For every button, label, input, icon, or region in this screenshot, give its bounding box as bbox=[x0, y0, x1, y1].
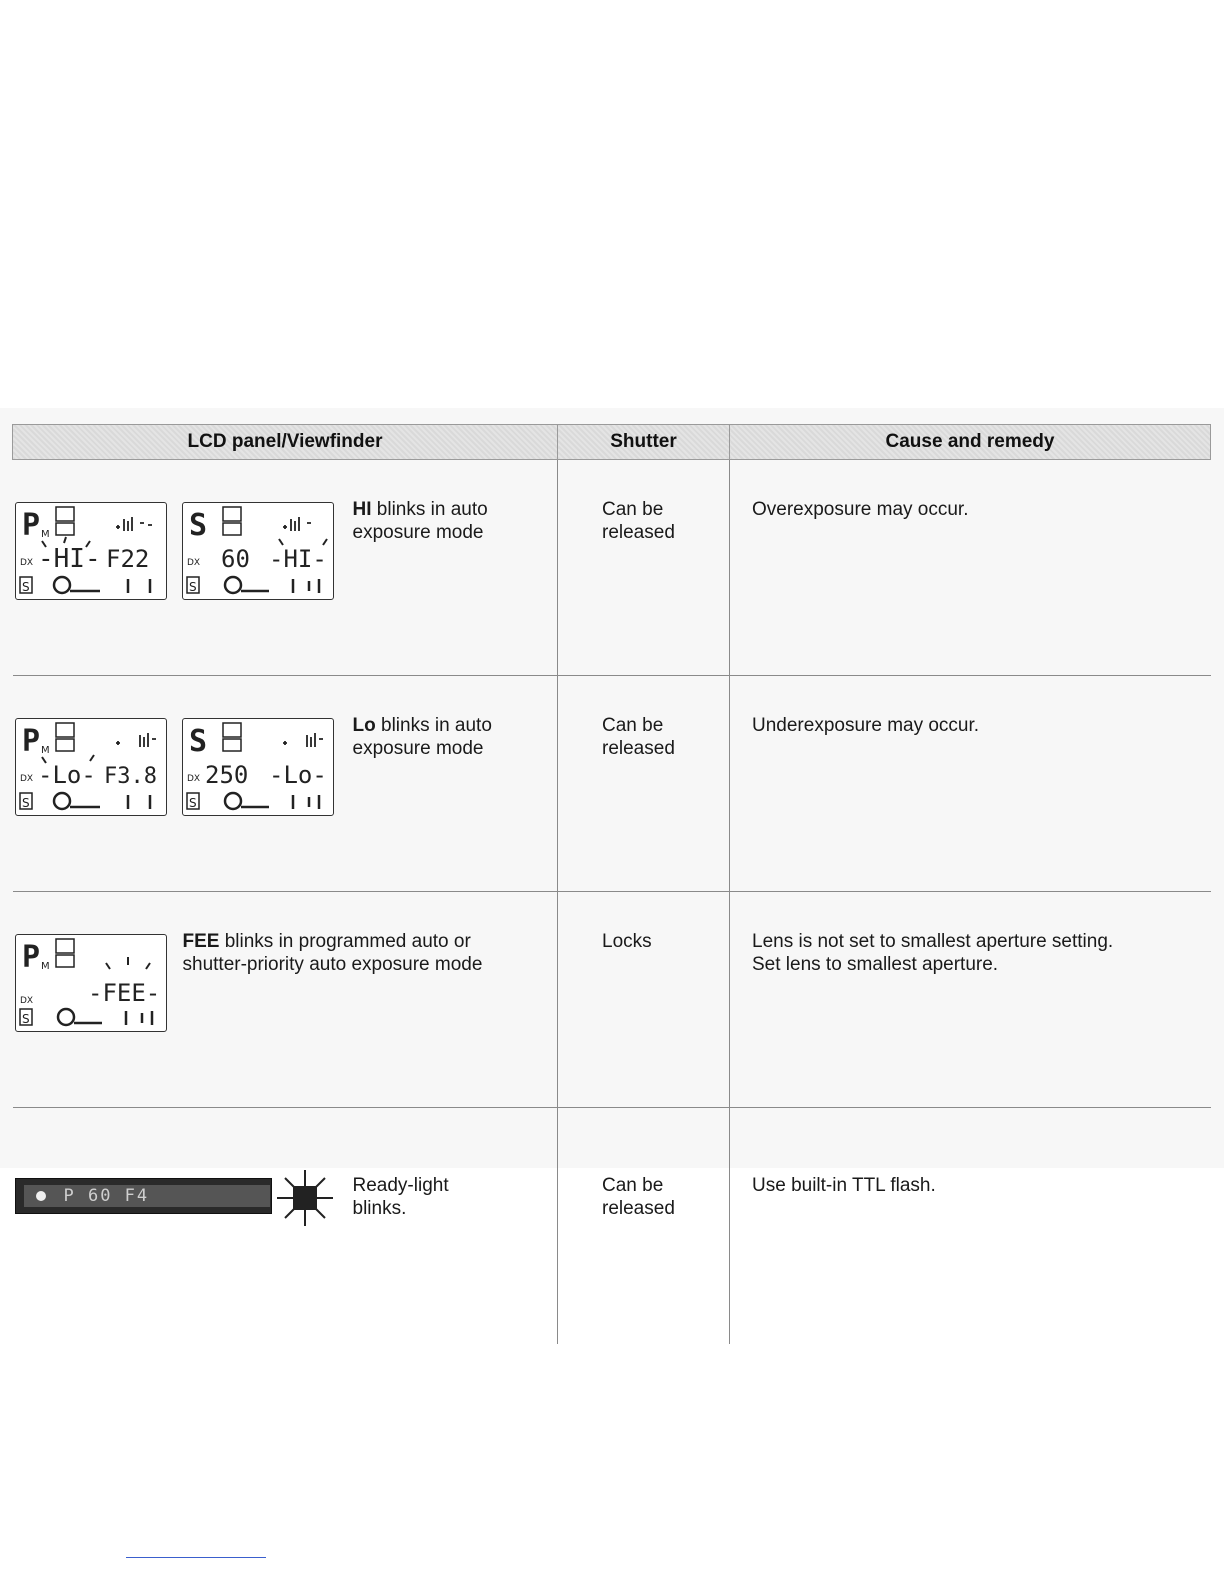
analog-scale-icon bbox=[283, 733, 323, 747]
header-row bbox=[13, 425, 1211, 460]
dx-label: DX bbox=[19, 996, 33, 1006]
cause-cell bbox=[730, 892, 1211, 1108]
lcd-left-readout: -HI- bbox=[37, 544, 101, 574]
lcd-panel-shutter bbox=[182, 718, 334, 816]
cause-line1: Use built-in TTL flash. bbox=[752, 1175, 936, 1196]
lcd-mode-sub: M bbox=[40, 529, 50, 540]
lcd-right-readout: -FEE- bbox=[87, 979, 160, 1007]
table-row-hi bbox=[13, 460, 1211, 676]
cause-line1: Lens is not set to smallest aperture setting. bbox=[752, 931, 1114, 952]
center-meter-icon bbox=[56, 523, 74, 535]
shutter-line2: released bbox=[602, 738, 675, 759]
desc-line1: blinks in programmed auto or bbox=[219, 931, 471, 952]
matrix-meter-icon bbox=[223, 507, 241, 521]
shutter-line1: Can be bbox=[602, 1175, 664, 1196]
footnote-rule bbox=[126, 1557, 266, 1558]
lcd-mode-glyph: P bbox=[21, 724, 40, 759]
table-row-lo bbox=[13, 676, 1211, 892]
lcd-panel-shutter bbox=[182, 502, 334, 600]
shutter-line1: Can be bbox=[602, 715, 664, 736]
lcd-panel-program bbox=[15, 502, 167, 600]
viewfinder-display bbox=[15, 1178, 272, 1214]
warning-table bbox=[12, 424, 1211, 1344]
header-shutter: Shutter bbox=[558, 425, 730, 460]
matrix-meter-icon bbox=[56, 939, 74, 953]
desc-line2: exposure mode bbox=[352, 738, 484, 759]
s-label: S bbox=[188, 796, 197, 810]
header-cause: Cause and remedy bbox=[730, 425, 1211, 460]
lcd-cell bbox=[13, 1108, 558, 1345]
table-row-fee bbox=[13, 892, 1211, 1108]
shutter-cell bbox=[558, 1108, 730, 1345]
lcd-mode-glyph: P bbox=[21, 940, 40, 975]
desc-line2: shutter-priority auto exposure mode bbox=[182, 954, 483, 975]
lcd-left-readout: 60 bbox=[220, 545, 250, 573]
analog-scale-icon bbox=[116, 733, 156, 747]
lcd-panel-program bbox=[15, 718, 167, 816]
lcd-cell bbox=[13, 460, 558, 676]
frame-counter-icon bbox=[70, 795, 150, 809]
frame-counter-icon bbox=[74, 1011, 152, 1025]
viewfinder-text: P 60 F4 bbox=[63, 1186, 150, 1206]
matrix-meter-icon bbox=[223, 723, 241, 737]
shutter-line1: Locks bbox=[602, 931, 652, 952]
shutter-cell bbox=[558, 892, 730, 1108]
header-lcd: LCD panel/Viewfinder bbox=[13, 425, 558, 460]
cause-cell bbox=[730, 676, 1211, 892]
s-label: S bbox=[188, 580, 197, 594]
lcd-mode-glyph: S bbox=[188, 724, 207, 759]
lcd-description bbox=[183, 930, 483, 976]
lcd-right-readout: -Lo- bbox=[268, 761, 327, 789]
center-meter-icon bbox=[56, 739, 74, 751]
table-row-ready-light bbox=[13, 1108, 1211, 1345]
analog-scale-icon bbox=[116, 517, 152, 531]
desc-keyword: HI bbox=[352, 499, 372, 520]
cause-cell bbox=[730, 1108, 1211, 1345]
desc-keyword: Lo bbox=[352, 715, 376, 736]
dx-label: DX bbox=[19, 774, 33, 784]
lcd-right-readout: F3.8 bbox=[103, 764, 157, 789]
lcd-description bbox=[353, 714, 492, 760]
cause-line1: Overexposure may occur. bbox=[752, 499, 969, 520]
frame-counter-icon bbox=[70, 579, 150, 593]
frame-counter-icon bbox=[241, 795, 319, 809]
desc-line2: exposure mode bbox=[352, 522, 484, 543]
dx-label: DX bbox=[186, 558, 200, 568]
analog-scale-icon bbox=[283, 517, 311, 531]
lcd-left-readout: 250 bbox=[204, 761, 248, 789]
center-meter-icon bbox=[56, 955, 74, 967]
lcd-mode-sub: M bbox=[40, 745, 50, 756]
lcd-panel-program bbox=[15, 934, 167, 1032]
s-label: S bbox=[21, 796, 30, 810]
self-timer-icon bbox=[54, 577, 70, 593]
lcd-right-readout: -HI- bbox=[268, 545, 327, 573]
desc-line2: blinks. bbox=[352, 1198, 407, 1219]
lcd-cell bbox=[13, 676, 558, 892]
dx-label: DX bbox=[19, 558, 33, 568]
cause-line1: Underexposure may occur. bbox=[752, 715, 980, 736]
shutter-line1: Can be bbox=[602, 499, 664, 520]
lcd-left-readout: -Lo- bbox=[37, 761, 96, 789]
matrix-meter-icon bbox=[56, 507, 74, 521]
dx-label: DX bbox=[186, 774, 200, 784]
frame-counter-icon bbox=[241, 579, 319, 593]
desc-line1: Ready-light bbox=[352, 1175, 449, 1196]
s-label: S bbox=[21, 1012, 30, 1026]
flash-burst-icon bbox=[275, 1168, 335, 1228]
cause-line2: Set lens to smallest aperture. bbox=[752, 954, 999, 975]
lcd-cell bbox=[13, 892, 558, 1108]
center-meter-icon bbox=[223, 523, 241, 535]
matrix-meter-icon bbox=[56, 723, 74, 737]
desc-keyword: FEE bbox=[182, 931, 220, 952]
lcd-mode-glyph: P bbox=[21, 508, 40, 543]
viewfinder-readout bbox=[24, 1185, 270, 1207]
shutter-cell bbox=[558, 676, 730, 892]
shutter-line2: released bbox=[602, 1198, 675, 1219]
self-timer-icon bbox=[58, 1009, 74, 1025]
shutter-cell bbox=[558, 460, 730, 676]
desc-line1: blinks in auto bbox=[371, 499, 488, 520]
s-label: S bbox=[21, 580, 30, 594]
shutter-line2: released bbox=[602, 522, 675, 543]
center-meter-icon bbox=[223, 739, 241, 751]
self-timer-icon bbox=[225, 793, 241, 809]
lcd-right-readout: F22 bbox=[105, 545, 149, 573]
blink-rays-icon bbox=[106, 957, 150, 969]
cause-cell bbox=[730, 460, 1211, 676]
lcd-description bbox=[353, 498, 488, 544]
lcd-mode-glyph: S bbox=[188, 508, 207, 543]
lcd-mode-sub: M bbox=[40, 961, 50, 972]
ready-light-dot-icon bbox=[36, 1191, 46, 1201]
desc-line1: blinks in auto bbox=[375, 715, 492, 736]
lcd-description bbox=[353, 1174, 449, 1220]
self-timer-icon bbox=[54, 793, 70, 809]
self-timer-icon bbox=[225, 577, 241, 593]
